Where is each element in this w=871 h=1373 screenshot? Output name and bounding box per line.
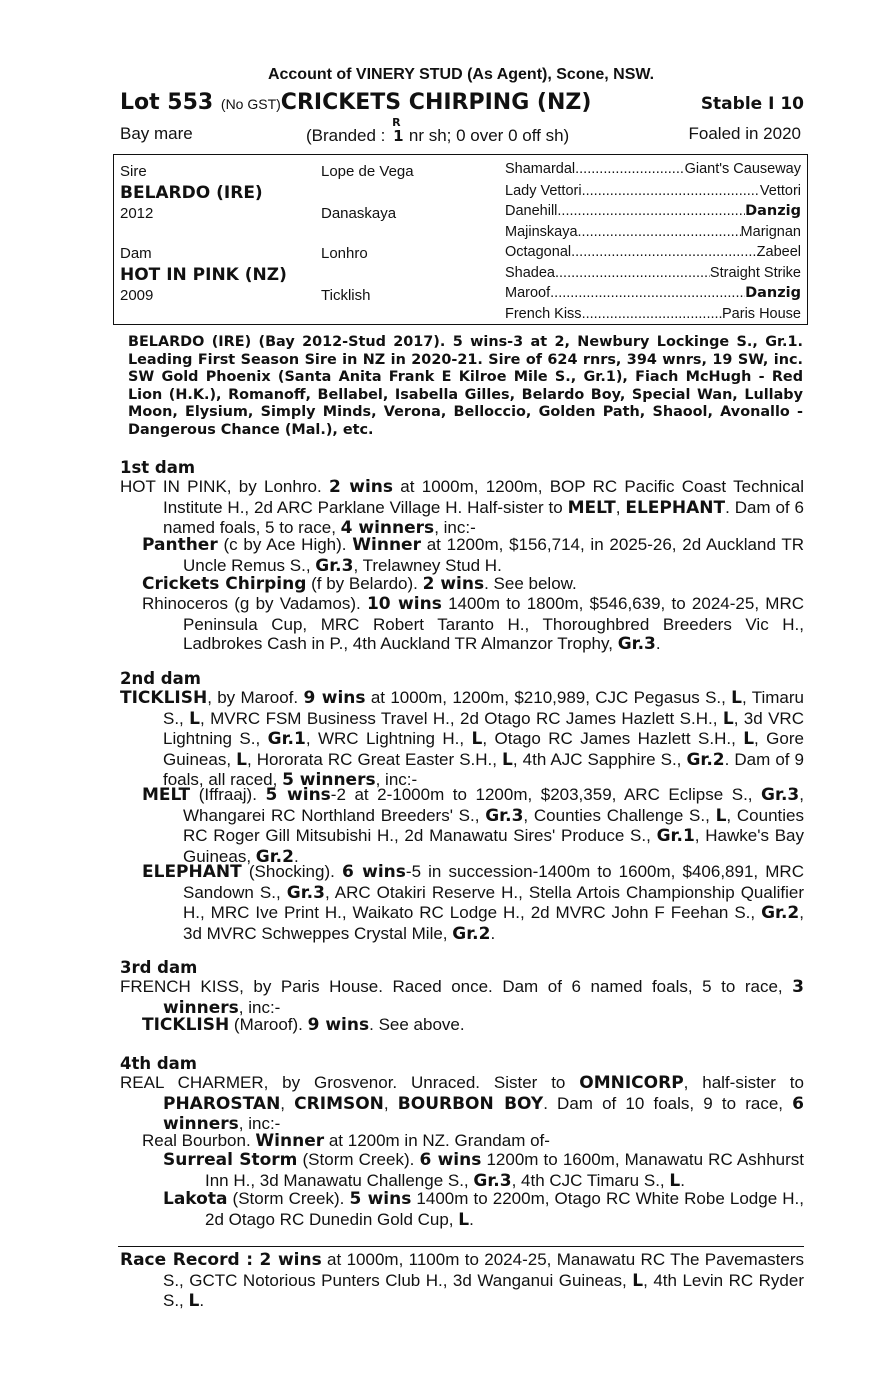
text: , Hawke's Bay Guineas, xyxy=(183,826,804,866)
text: , 4th CJC Timaru S., xyxy=(511,1170,670,1190)
bold-text: L xyxy=(722,708,734,729)
bold-text: Gr.2 xyxy=(761,903,800,923)
brand-info xyxy=(306,116,570,146)
text: , Counties RC Roger Gill Mitsubishi H., 2d Manawatu Sires' Produce S., xyxy=(183,805,804,845)
grandparent-name: Majinskaya xyxy=(505,224,578,240)
foaled-year: Foaled in 2020 xyxy=(688,124,801,143)
sire-name: BELARDO (IRE) xyxy=(120,183,263,203)
text: . xyxy=(293,846,299,866)
text: . Dam of 9 foals, all raced, xyxy=(163,749,805,789)
bold-text: TICKLISH xyxy=(120,688,208,708)
text: (Storm Creek). xyxy=(227,1189,350,1208)
text: at 1000m, 1200m, $210,989, CJC Pegasus S., xyxy=(365,688,732,707)
foal-entry xyxy=(163,1189,804,1230)
bold-text: 10 wins xyxy=(366,594,442,614)
dam-year: 2009 xyxy=(120,287,154,304)
bold-text: 2 wins xyxy=(328,477,394,497)
bold-text: Gr.3 xyxy=(315,555,354,576)
text: , WRC Lightning H., xyxy=(305,729,472,748)
brand-suffix: nr sh; 0 over 0 off sh) xyxy=(408,126,570,145)
lot-number: Lot 553 xyxy=(120,90,214,115)
text: , 4th AJC Sapphire S., xyxy=(512,749,687,769)
bold-text: 2 wins xyxy=(422,574,485,594)
bold-text: L xyxy=(743,729,755,749)
bold-text: BOURBON BOY xyxy=(397,1093,544,1114)
text: , Counties Challenge S., xyxy=(523,805,716,825)
text: , half-sister to xyxy=(683,1073,804,1092)
dam-label: Dam xyxy=(120,245,152,262)
brand-prefix: (Branded : xyxy=(306,126,386,145)
grandparent-row xyxy=(505,244,801,260)
sire-year: 2012 xyxy=(120,205,154,222)
bold-text: Gr.2 xyxy=(255,846,294,867)
foal-entry xyxy=(142,574,804,595)
text: Real Bourbon. xyxy=(142,1131,256,1150)
text: , Trelawney Stud H. xyxy=(353,555,502,575)
bold-text: ELEPHANT xyxy=(625,497,726,518)
bold-text: 9 wins xyxy=(303,688,366,708)
text: Rhinoceros (g by Vadamos). xyxy=(142,594,367,613)
bold-text: 5 wins xyxy=(265,785,331,805)
foal-entry xyxy=(142,862,804,944)
bold-text: 6 wins xyxy=(341,862,406,882)
sire-label: Sire xyxy=(120,163,147,180)
third-dam-intro xyxy=(120,977,804,1018)
bold-text: L xyxy=(471,729,483,749)
great-grandsire-name: Giant's Causeway xyxy=(684,161,801,177)
bold-text: L xyxy=(731,688,743,708)
text: 1400m to 1800m, $546,639, to 2024-25, MRC Peninsula Cup, MRC Robert Taranto H., Thoroughbred Breeders Vic H., Ladbrokes Cash in P., 4th Auckland TR Almanzor Trophy, xyxy=(183,594,804,653)
text: 1400m to 2200m, Otago RC White Robe Lodge H., 2d Otago RC Dunedin Gold Cup, xyxy=(205,1189,804,1229)
bold-text: MELT xyxy=(142,785,191,805)
grandparent-name: Shadea xyxy=(505,265,555,281)
race-record xyxy=(120,1250,804,1312)
bold-text: TICKLISH xyxy=(142,1015,230,1035)
first-dam-intro xyxy=(120,477,804,539)
brand-mark-icon xyxy=(390,116,404,145)
first-dam-title: 1st dam xyxy=(120,458,196,477)
text: at 1200m in NZ. Grandam of- xyxy=(324,1131,550,1150)
foal-entry xyxy=(142,1131,804,1152)
grandparent-row xyxy=(505,265,801,281)
foal-entry xyxy=(163,1150,804,1191)
bold-text: 5 wins xyxy=(349,1189,412,1209)
dot-leader xyxy=(550,285,745,301)
text: , xyxy=(383,1093,398,1113)
great-grandsire-name: Straight Strike xyxy=(709,265,801,281)
foal-entry xyxy=(142,594,804,655)
text: , inc:- xyxy=(238,997,281,1017)
account-line: Account of VINERY STUD (As Agent), Scone, NSW. xyxy=(267,66,655,83)
brand-mark-top: R xyxy=(392,116,401,129)
text: at 1000m, 1100m to 2024-25, Manawatu RC The Pavemasters S., GCTC Notorious Punters Club H., 3d Wanganui Guineas, xyxy=(163,1250,804,1290)
text: , inc:- xyxy=(375,770,418,789)
grandparent-name: Shamardal xyxy=(505,161,576,177)
text: at 1200m, $156,714, in 2025-26, 2d Auckland TR Uncle Remus S., xyxy=(183,535,804,575)
bold-text: Gr.3 xyxy=(761,785,800,805)
grandparent-row xyxy=(505,203,801,219)
bold-text: Lakota xyxy=(163,1189,228,1209)
bold-text: 6 winners xyxy=(163,1093,804,1134)
dot-leader xyxy=(582,306,722,322)
foal-entry xyxy=(142,785,804,867)
text: REAL CHARMER, by Grosvenor. Unraced. Sister to xyxy=(120,1073,580,1092)
grandparent-name: Danehill xyxy=(505,203,558,219)
fourth-dam-title: 4th dam xyxy=(120,1054,197,1073)
bold-text: PHAROSTAN xyxy=(163,1093,281,1114)
grandparent-name: Maroof xyxy=(505,285,551,301)
bold-text: L xyxy=(236,749,247,770)
bold-text: Race Record : 2 wins xyxy=(120,1250,322,1270)
text: (Iffraaj). xyxy=(190,785,266,804)
bold-text: Winner xyxy=(352,535,421,555)
brand-mark-mid: 1 xyxy=(393,127,404,145)
great-grandsire-name: Danzig xyxy=(745,203,801,219)
bold-text: Crickets Chirping xyxy=(142,574,307,594)
text: 1200m to 1600m, Manawatu RC Ashhurst Inn H., 3d Manawatu Challenge S., xyxy=(205,1150,804,1190)
dot-leader xyxy=(555,265,710,281)
bold-text: L xyxy=(189,708,201,729)
grandparent-row xyxy=(505,183,801,199)
great-grandsire-name: Zabeel xyxy=(756,244,801,260)
sire-dam: Danaskaya xyxy=(321,205,397,222)
dam-name: HOT IN PINK (NZ) xyxy=(120,265,287,285)
text: at 1000m, 1200m, BOP RC Pacific Coast Technical Institute H., 2d ARC Parklane Village H. Half-sister to xyxy=(163,477,804,517)
foal-entry xyxy=(142,1015,804,1036)
grandparent-name: French Kiss xyxy=(505,306,582,322)
bold-text: MELT xyxy=(567,497,616,518)
bold-text: Winner xyxy=(255,1131,325,1151)
bold-text: 6 wins xyxy=(419,1150,482,1170)
text: . Dam of 6 named foals, 5 to race, xyxy=(163,497,804,537)
bold-text: 9 wins xyxy=(307,1015,370,1035)
text: , by Maroof. xyxy=(207,688,304,707)
text: , xyxy=(615,497,626,517)
bold-text: Gr.1 xyxy=(656,826,695,846)
lot-title xyxy=(120,90,591,115)
grandparent-name: Lady Vettori xyxy=(505,183,582,199)
text: , Gore Guineas, xyxy=(163,729,804,769)
bold-text: ELEPHANT xyxy=(142,862,242,882)
bold-text: Gr.1 xyxy=(267,729,306,749)
bold-text: Gr.3 xyxy=(473,1170,512,1191)
third-dam-title: 3rd dam xyxy=(120,958,198,977)
bold-text: L xyxy=(188,1291,200,1311)
bold-text: OMNICORP xyxy=(579,1073,684,1093)
text: . See above. xyxy=(369,1015,465,1034)
bold-text: 3 winners xyxy=(163,977,804,1018)
text: . xyxy=(490,923,496,943)
dot-leader xyxy=(557,203,745,219)
text: (c by Ace High). xyxy=(217,535,353,554)
dot-leader xyxy=(578,224,741,240)
text: , inc:- xyxy=(238,1114,281,1133)
dot-leader xyxy=(582,183,760,199)
text: , Hororata RC Great Easter S.H., xyxy=(246,749,503,769)
text: , xyxy=(280,1093,295,1113)
bold-text: L xyxy=(715,805,727,826)
second-dam-title: 2nd dam xyxy=(120,669,201,688)
sire-sire: Lope de Vega xyxy=(321,163,414,180)
great-grandsire-name: Paris House xyxy=(722,306,801,322)
text: -5 in succession-1400m to 1600m, $406,891, MRC Sandown S., xyxy=(183,862,804,902)
lot-header xyxy=(120,90,804,118)
foal-entry xyxy=(142,535,804,576)
bold-text: 5 winners xyxy=(282,770,376,790)
text: , 3d VRC Lightning S., xyxy=(163,708,804,748)
text: HOT IN PINK, by Lonhro. xyxy=(120,477,329,496)
bold-text: Gr.2 xyxy=(452,923,491,944)
no-gst-note: (No GST) xyxy=(220,96,281,112)
bold-text: L xyxy=(632,1270,644,1291)
great-grandsire-name: Vettori xyxy=(759,183,801,199)
race-record-divider xyxy=(118,1246,804,1247)
stable-label: Stable I 10 xyxy=(700,94,804,114)
text: . Dam of 10 foals, 9 to race, xyxy=(543,1093,793,1113)
sire-summary: BELARDO (IRE) (Bay 2012-Stud 2017). 5 wins-3 at 2, Newbury Lockinge S., Gr.1. Leading First Season Sire in NZ in 2020-21. Sire of 624 rnrs, 394 wnrs, 19 SW, inc. SW Gold Phoenix (Santa Anita Frank E Kilroe Mile S., Gr.1), Fiach McHugh - Red Lion (H.K.), Romanoff, Bellabel, Isabella Gilles, Belardo Boy, Special Wan, Lullaby Moon, Elysium, Simply Minds, Verona, Belloccio, Golden Path, Shaool, Avonallo - Dangerous Chance (Mal.), etc. xyxy=(128,334,803,438)
text: , Whangarei RC Northland Breeders' S., xyxy=(183,785,804,825)
text: , ARC Otakiri Reserve H., Stella Artois Championship Qualifier H., MRC Ive Print H., Waikato RC Lodge H., 2d MVRC John F Feehan S., xyxy=(183,882,804,922)
text: (Maroof). xyxy=(229,1015,308,1034)
grandparent-name: Octagonal xyxy=(505,244,572,260)
text: , Timaru S., xyxy=(163,688,804,728)
text: . xyxy=(199,1291,205,1310)
text: , 3d MVRC Schweppes Crystal Mile, xyxy=(183,903,804,943)
sex-colour: Bay mare xyxy=(120,124,193,143)
fourth-dam-intro xyxy=(120,1073,804,1135)
bold-text: 4 winners xyxy=(340,518,435,538)
grandparent-row xyxy=(505,306,801,322)
text: (Storm Creek). xyxy=(297,1150,420,1169)
dam-sire: Lonhro xyxy=(321,245,368,262)
dot-leader xyxy=(575,161,684,177)
text: , inc:- xyxy=(434,518,476,537)
text: . xyxy=(469,1209,474,1229)
text: FRENCH KISS, by Paris House. Raced once. Dam of 6 named foals, 5 to race, xyxy=(120,977,793,996)
text: . See below. xyxy=(484,574,577,593)
bold-text: L xyxy=(458,1209,470,1230)
pedigree-table xyxy=(113,154,808,325)
grandparent-row xyxy=(505,285,801,301)
bold-text: Gr.3 xyxy=(286,882,325,903)
grandparent-row xyxy=(505,161,801,177)
text: (Shocking). xyxy=(241,862,342,881)
bold-text: L xyxy=(502,749,513,770)
dot-leader xyxy=(571,244,757,260)
text: (f by Belardo). xyxy=(306,574,423,593)
bold-text: Panther xyxy=(142,535,218,555)
dam-dam: Ticklish xyxy=(321,287,371,304)
text: . xyxy=(680,1170,685,1190)
bold-text: Surreal Storm xyxy=(163,1150,298,1170)
text: , 4th Levin RC Ryder S., xyxy=(163,1270,804,1310)
bold-text: Gr.2 xyxy=(686,749,725,770)
horse-name: CRICKETS CHIRPING (NZ) xyxy=(280,90,592,115)
text: , Otago RC James Hazlett S.H., xyxy=(482,729,744,748)
second-dam-intro xyxy=(120,688,804,791)
text: . xyxy=(655,634,661,653)
bold-text: CRIMSON xyxy=(294,1093,384,1114)
text: -2 at 2-1000m to 1200m, $203,359, ARC Eclipse S., xyxy=(330,785,762,804)
bold-text: Gr.3 xyxy=(485,805,524,826)
text: , MVRC FSM Business Travel H., 2d Otago RC James Hazlett S.H., xyxy=(200,708,723,728)
great-grandsire-name: Marignan xyxy=(740,224,801,240)
bold-text: Gr.3 xyxy=(617,634,656,654)
bold-text: L xyxy=(669,1170,681,1191)
great-grandsire-name: Danzig xyxy=(745,285,801,301)
grandparent-row xyxy=(505,224,801,240)
